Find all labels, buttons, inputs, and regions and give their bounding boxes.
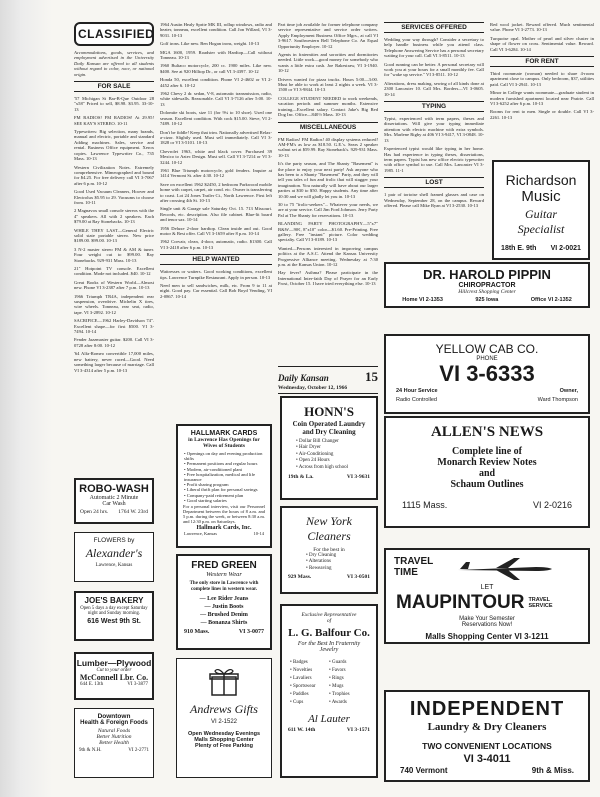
classified-ad: 30 to 75 "frolic-seekers"... Whatever your needs, we are at your service. Call Jim Ford Johnson. Jerry Party Pal at The Shanty for reservations. 10-13	[278, 201, 378, 218]
lost-list	[384, 192, 484, 208]
lumber-sub: Cut to your order	[96, 668, 132, 673]
issue-date: Wednesday, October 12, 1966	[278, 385, 348, 391]
fredgreen-product: — Justin Boots	[204, 604, 244, 611]
alexanders-city: Lawrence, Kansas	[95, 563, 133, 568]
balfour-product: • Rings	[329, 675, 368, 683]
allens-line1: Complete line of	[452, 446, 522, 457]
classified-ad: Typewriters: Big selection, many brands, manual and electric, portable and standard Adding machines. Sales, service and rental. Business Office equipment. Xerox copies. Lawrence Typewriter Co., 735 Mass. 10-13	[74, 129, 154, 162]
classified-ad: Agents in fraternities and sororities and dormitories needed. Little work—good money for somebody who wants a little extra cash. Joe Rakestraw, VI 3-1940. 10-12	[278, 52, 378, 74]
yellow-cab-phone: VI 3-6333	[439, 361, 535, 386]
richardson-music: Music	[521, 188, 561, 205]
honns-ad	[280, 396, 378, 500]
andrews-gifts-ad	[176, 658, 272, 778]
column-4	[384, 22, 484, 258]
classified-ad: Typist, experienced with term papers, theses and dissertations. Will give your typing immediate attention with electric machine with extra symbols. Mrs. Marlene Rigby at 406 VI 3-9417, VI 3-0848. 10-13	[384, 116, 484, 143]
classified-ad: Western Civilization Notes. Extremely comprehensive. Mimeographed and bound for $4.25. For free delivery call VI 3-7067 after 6 p.m. 10-12	[74, 164, 154, 186]
honns-feature: • Dollar Bill Changer	[296, 439, 376, 445]
help-wanted-list-continued	[278, 22, 378, 118]
balfour-name: L. G. Balfour Co.	[288, 627, 370, 639]
for-rent-list	[490, 71, 594, 120]
services-heading: SERVICES OFFERED	[384, 22, 484, 33]
classified-ad: BLANDING PARTY PHOTOGRAPHY—5"x7" B&W—90¢, 8"x10" color—$1.60. Pre-Printing. Free gallery. Free "instant" picture. Color wedding specialty. Call VI 3-0189. 10-13	[278, 221, 378, 243]
downtown-title: Downtown	[97, 713, 131, 720]
lost-heading: LOST	[384, 177, 484, 188]
balfour-product: • Paddles	[290, 691, 329, 699]
downtown-sub: Health & Foreign Foods	[80, 720, 148, 726]
classified-masthead: CLASSIFIED	[74, 22, 154, 46]
column-2	[160, 22, 272, 418]
richardson-name: Richardson	[505, 172, 577, 188]
hallmark-benefit: • Liberal thrift plan for personal savings	[184, 487, 270, 492]
allens-line2: Monarch Review Notes	[437, 457, 537, 468]
balfour-product: • Trophies	[329, 691, 368, 699]
balfour-product: • Sportswear	[290, 683, 329, 691]
downtown-foods-ad	[74, 708, 154, 778]
classified-ad: Waitresses or waiters. Good working conditions, excellent tips. Lawrence Turnpike Restaurant. Apply in person. 10-13	[160, 269, 272, 280]
fredgreen-intro: The only store in Lawrence with complete lines in western wear.	[189, 581, 259, 592]
hallmark-benefits-list	[178, 451, 270, 503]
classified-ad: Hay fever? Asthma? Please participate in the International Inter-faith Day of Prayer for an Early Frost, October 15. I have tried everything else. 10-13	[278, 270, 378, 287]
downtown-line1: Natural Foods	[97, 728, 131, 734]
hallmark-benefit: • Permanent positions and regular hours	[184, 461, 270, 466]
honns-address: 19th & La.	[288, 474, 314, 481]
pippin-location: Hillcrest Shopping Center	[458, 289, 516, 295]
independent-ad	[384, 690, 590, 782]
honns-features	[282, 439, 376, 471]
maupin-time: TIME	[394, 567, 418, 578]
yellow-cab-radio: Radio Controlled	[396, 397, 437, 403]
new-york-cleaners-ad	[280, 506, 378, 594]
classified-ad: 1961 Blue Triumph motorcycle, gold fenders. Inquire at 1414 Vermont St. after 4:30. 10-12	[160, 167, 272, 179]
maupin-line1: Make Your Semester	[459, 616, 515, 622]
newyork-title-2: Cleaners	[307, 529, 351, 543]
classified-ad: Good running can be better. A personal secretary will work you at your hours for a small monthly fee. Call for "wake up service." VI 3-8511. 10-12	[384, 61, 484, 78]
for-sale-list	[74, 96, 154, 373]
allens-phone: VI 2-0216	[532, 500, 572, 510]
honns-sub: Coin Operated Laundry and Dry Cleaning	[292, 420, 366, 436]
balfour-ad	[280, 604, 378, 778]
classified-ad: Honda 50, excellent condition. Phone VI 2-4602 or VI 2-4452 after 6. 10-12	[160, 77, 272, 88]
andrews-line1: Open Wednesday Evenings	[187, 731, 261, 737]
yellow-cab-owner: Ward Thompson	[537, 397, 578, 403]
classified-ad: FM RADIOS! FM RADIOS! At 29.95! SEE KAY'S STEREO. 10-11	[74, 115, 154, 126]
classified-ad: WHILE THEY LAST—General Electric solid state portable stereo. New price $189.00. $99.00. 10-13	[74, 227, 154, 244]
fredgreen-product: — Lee Rider Jeans	[199, 596, 249, 603]
lumber-title: Lumber—Plywood	[76, 658, 152, 668]
robowash-title: ROBO-WASH	[79, 483, 149, 495]
classified-ad: Alterations, dress making, sewing of all kinds done at 2300 Lancaster 10. Call Mrs. Borders—VI 3-0605. 10-14	[384, 80, 484, 97]
misc-list	[278, 137, 378, 287]
typing-list	[384, 116, 484, 173]
andrews-name: Andrews Gifts	[190, 702, 258, 716]
page-number: 15	[365, 369, 378, 384]
robowash-hours: Open 24 hrs.	[80, 509, 109, 515]
richardson-address: 18th E. 9th	[501, 245, 537, 252]
airplane-icon	[456, 556, 556, 582]
pippin-ad	[384, 262, 590, 308]
hallmark-company: Hallmark Cards, Inc.	[196, 525, 252, 532]
balfour-product: • Badges	[290, 659, 329, 667]
hallmark-title: HALLMARK CARDS	[190, 430, 258, 437]
classified-ad: MGA 1600, 1959. Roadster with Hardtop—Call without Tonneau. 10-13	[160, 49, 272, 61]
honns-feature: • Open 24 Hours	[296, 458, 376, 464]
balfour-product: • Novelties	[290, 667, 329, 675]
classified-ad: Experienced typist would like typing in her home. Has had experience in typing theses, dissertations, term papers. Typist has new office electric typewriter with office symbol to use. Call Mrs. Lancaster VI 3-1985. 11-1	[384, 146, 484, 173]
newyork-phone: VI 3-0501	[346, 574, 370, 581]
robowash-ad	[74, 478, 154, 524]
classified-intro: Accommodations, goods, services, and employment advertised in the University Daily Kansan are offered to all students without regard to color, race, or national origin.	[74, 50, 154, 77]
issue-header	[278, 366, 378, 394]
allens-line4: Schaum Outlines	[450, 479, 524, 490]
services-list	[384, 37, 484, 97]
newyork-lead: For the best in	[313, 547, 345, 553]
honns-title: HONN'S	[304, 404, 354, 419]
richardson-phone: VI 2-0021	[550, 245, 581, 252]
downtown-phone: VI 2-2771	[128, 748, 149, 753]
independent-address-2: 9th & Miss.	[531, 766, 574, 775]
maupintour-ad	[384, 548, 590, 644]
fredgreen-phone: VI 3-0077	[238, 629, 264, 636]
downtown-line3: Better Health	[99, 740, 129, 746]
balfour-product: • Guards	[329, 659, 368, 667]
newyork-service: • Alterations	[306, 559, 376, 565]
page-binding-shadow	[0, 0, 52, 797]
balfour-product: • Mugs	[329, 683, 368, 691]
fredgreen-address: 910 Mass.	[184, 629, 210, 636]
column-1	[74, 22, 154, 472]
classified-ad: Minor in College wants roommate—graduate student in modern furnished apartment located near Prairie. Call VI 3-6252 after 6 p.m. 10-13	[490, 90, 594, 107]
balfour-of: of	[326, 618, 332, 624]
gift-box-icon	[208, 667, 240, 697]
classified-ad: SACRIFICE—1962 Harley-Davidson 74". Excellent shape—for first $500. VI 3-7494. 10-14	[74, 318, 154, 335]
paper-name: Daily Kansan	[278, 373, 329, 383]
alexanders-ad	[74, 532, 154, 582]
independent-address-1: 740 Vermont	[400, 766, 448, 775]
classified-ad: 1960 Bultaco motorcycle, 200 cc. 1900 miles. Like new. $400. See at 920 Hilltop Dr., or call VI 3-4397. 10-12	[160, 63, 272, 74]
andrews-phone: VI 2-1522	[210, 719, 238, 725]
classified-ad: Part time job available for former telephone company service representative and service order writers. Apply Employment Business Office Mgrs., at call VI 3-9617. Southwestern Bell Telephone Co. An Equal Opportunity Employer. 10-12	[278, 22, 378, 49]
balfour-product: • Favors	[329, 667, 368, 675]
column-5	[490, 22, 594, 156]
for-sale-list-continued	[160, 22, 272, 250]
newyork-title-1: New York	[306, 514, 352, 528]
balfour-products	[282, 659, 376, 707]
balfour-product: • Cups	[290, 699, 329, 707]
classified-ad: 3 N-2 master stereo FM & AM & tuner. Four weight cut to $99.00. Ray Stonebacks. 929-931 Mass. 10-13	[74, 246, 154, 263]
honns-feature: • Across from high school	[296, 465, 376, 471]
joes-bakery-ad	[74, 591, 154, 641]
balfour-phone: VI 3-1571	[346, 727, 370, 733]
classified-ad: Chevrolet 1963, white and black cover. Purchased 39 Mexico to Aztec Design. Must sell. Call VI 3-7214 or VI 3-3244. 10-12	[160, 148, 272, 165]
classified-ad: Need men to sell sandwiches, milk, etc. From 9 to 11 at night. Good pay. Car essential. Call Bob Boyd Vending, VI 2-0867. 10-14	[160, 283, 272, 299]
newyork-services	[282, 553, 376, 572]
yellow-cab-phone-label: PHONE	[476, 356, 498, 362]
classified-ad: 1962 Corvair, clean, 4-door, automatic, radio. $1300. Call VI 3-2418 after 6 p.m. 10-13	[160, 239, 272, 250]
classified-ad: Great Books of Western World—Almost new. Phone VI 3-2387 after 7 p.m. 10-13	[74, 279, 154, 291]
classified-ad: '57 Michigan St Bar-B-Que Outdoor 28 "x58" Priced to sell, $8.98. $3.95. 33-10-13	[74, 96, 154, 112]
for-sale-heading: FOR SALE	[74, 81, 154, 92]
classified-ad: Single unit & Garage sale Saturday Oct. 15. 713 Missouri. Records, etc. description. Also file cabinet. Blue-lit board and tenor sax. 10-14	[160, 206, 272, 223]
richardson-guitar: Guitar	[524, 207, 557, 221]
yellow-cab-owner-label: Owner,	[559, 388, 578, 394]
for-rent-heading: FOR RENT	[490, 56, 594, 67]
classified-ad: 1956 Deluxe 2-door hardtop. Clean inside and out. Good motor & Best offer. Call VI 3-1659 after 8 p.m. 10-14	[160, 225, 272, 236]
classified-ad: 1966 Triumph TR4A, independent rear suspension, overdrive. Michelin X tires, wire wheels. Tonneau, rear seat, radio, tape. VI 3-2892. 10-12	[74, 293, 154, 315]
misc-heading: MISCELLANEOUS	[278, 122, 378, 133]
yellow-cab-service: 24 Hour Service	[396, 388, 438, 394]
maupin-travel: TRAVEL	[394, 556, 434, 567]
newyork-service: • Reweaving	[306, 566, 376, 572]
lumber-address: 644 E. 13th	[80, 682, 104, 687]
lumber-company: McConnell Lbr. Co.	[79, 673, 149, 682]
maupin-let: LET	[480, 584, 494, 591]
classified-ad: '64 Alfa-Romeo convertible 17,000 miles, new battery, never raced—Good. Need something larger because of marriage. Call VI 3-4314 after 5 p.m. 10-13	[74, 351, 154, 373]
independent-title: INDEPENDENT	[409, 698, 565, 720]
fredgreen-product: — Bonanza Shirts	[200, 620, 248, 627]
hallmark-code: 10-14	[253, 531, 264, 537]
allens-address: 1115 Mass.	[402, 500, 448, 510]
classified-ad: Red wool jacket. Reward offered. Much sentimental value. Phone VI 3-2773. 10-13	[490, 22, 594, 33]
robowash-address: 1764 W. 23rd	[118, 509, 148, 515]
hallmark-benefit: • Openings on day and evening production shifts	[184, 451, 270, 461]
yellow-cab-name: YELLOW CAB CO.	[435, 342, 539, 356]
fredgreen-title: FRED GREEN	[191, 560, 257, 571]
fredgreen-sub: Western Wear	[206, 571, 242, 578]
classified-ad: Turquoise opal. Mother of pearl and silver cluster in shape of flower on cross. Sentimental value. Reward. Call VI 3-6284. 10-14	[490, 35, 594, 52]
allens-line3: and	[478, 468, 496, 479]
classified-ad: It's the party season, and The Shanty "Basement" is the place to enjoy your next party! Ask anyone who has been to a Shanty "Basement" Party, and they will tell you tales of fun and frolic that will stagger your imagination. You naturally will have about our larger parties at $30 to $50. Happy students. Any time after 10:30 and we will gladly let you in. 10-13	[278, 161, 378, 199]
hallmark-benefit: • Profit sharing program	[184, 482, 270, 487]
classified-ad: 2 Magnavox small console stereos with the 4" speakers. All with 2 speakers. Each $79.00 at Ray Stonebacks. 10-13	[74, 208, 154, 225]
robowash-line1: Automatic 2 Minute	[89, 495, 139, 501]
classified-ad: 21" Hotpoint TV console. Excellent condition. Mode not included. $40. 10-12	[74, 266, 154, 277]
newyork-service: • Dry Cleaning	[306, 553, 376, 559]
independent-locations: TWO CONVENIENT LOCATIONS	[422, 741, 552, 751]
classified-ad: FM Radios! FM Radios! 40 display systems reduced! AM-FM's as low as $18.50. G.E.'s. Sears 2 speaker walnut set at $59.99. Ray Stoneback's. 929-931 Mass. 10-13	[278, 136, 378, 158]
balfour-sub: For the Best In Fraternity Jewelry	[297, 641, 361, 653]
classified-ad: Rooms for rent to men. Single or double. Call VI 3-2261. 10-13	[490, 109, 594, 120]
hallmark-benefit: • Free hospitalization, medical and life insurance	[184, 472, 270, 482]
honns-phone: VI 3-9631	[346, 474, 370, 481]
maupin-name: MAUPINTOUR	[396, 592, 525, 613]
lumber-phone: VI 3-3877	[127, 682, 148, 687]
yellow-cab-ad	[384, 334, 590, 414]
hallmark-intro: in Lawrence Has Openings for Wives of Students	[188, 437, 260, 449]
alexanders-pre: FLOWERS by	[93, 537, 135, 544]
classified-ad: Drivers wanted for pizza trucks. Hours 5:00—3:00. Must be able to work at least 2 nights a week. VI 3-1500 or VI 3-9844. 10-13	[278, 76, 378, 93]
maupin-line2: Reservations Now!	[461, 622, 513, 628]
classified-ad: COLLEGE STUDENT NEEDED to work weekends, vacation periods and summer months. Extensive training—Excellent salary. Contact Jake's Big Red Dog Inc. Office—840½ Mass. 10-13	[278, 95, 378, 118]
joes-hours: Open 5 days a day except Saturday night and Sunday morning.	[80, 606, 148, 617]
hallmark-city: Lawrence, Kansas	[184, 531, 217, 537]
fred-green-ad	[176, 554, 272, 650]
classified-ad: Third roommate (woman) needed to share 4-room apartment close to campus. Only bedroom, $37, utilities paid. Call VI 3-2941. 10-13	[490, 71, 594, 87]
allens-news-ad	[384, 416, 590, 528]
classified-ad: Save on excellent 1962 $2450, 2 bedroom Parkwood mobile home with carpet, carpet, air cond. etc. Owner is transferring to coast. Lot 24 Jones Trailer Ct., North Lawrence. First left after crossing 4th St. 10-13	[160, 181, 272, 203]
classified-ad: 1962 Chevy 2 dr. sedan, V-8, automatic transmission, radio, white sidewalls. Reasonable. Call VI 3-7126 after 5:00. 10-13	[160, 91, 272, 107]
independent-phone: VI 3-4011	[463, 753, 511, 765]
newyork-address: 929 Mass.	[288, 574, 312, 581]
help-wanted-heading: HELP WANTED	[160, 254, 272, 265]
joes-address: 616 West 9th St.	[87, 617, 141, 625]
typing-heading: TYPING	[384, 101, 484, 112]
independent-sub: Laundry & Dry Cleaners	[427, 721, 547, 733]
hallmark-apply: For a personal interview, visit our Personnel Department between the hours of 8 a.m. and 5 p.m. during the week, or between 8:30 a.m. and 12:30 p.m. on Saturdays.	[183, 504, 265, 525]
pippin-home-phone: Home VI 2-1353	[402, 297, 443, 303]
classified-ad: Wedding your way through? Consider a secretary to help handle business while you attend class. Telephone Answering Service has a personal secretary waiting for your call. Call VI 3-8511. 10-13	[384, 37, 484, 59]
andrews-line2: Malls Shopping Center	[194, 737, 254, 743]
maupin-contact: Malls Shopping Center VI 3-1211	[425, 632, 549, 641]
balfour-product: • Awards	[329, 699, 368, 707]
downtown-line2: Better Nutrition	[96, 734, 132, 740]
allens-title: ALLEN'S NEWS	[430, 424, 544, 440]
pippin-name: DR. HAROLD PIPPIN	[423, 267, 551, 282]
richardson-music-ad	[492, 160, 590, 260]
lost-list-continued	[490, 22, 594, 52]
alexanders-name: Alexander's	[85, 546, 143, 560]
balfour-address: 611 W. 14th	[288, 727, 316, 733]
classified-ad: Good Used Vacuum Cleaners, Hoover and Electrolux $5.95 to 29. Vacuums to choose from. 10-11	[74, 189, 154, 205]
balfour-rep: Al Lauter	[308, 713, 350, 725]
help-wanted-list	[160, 269, 272, 299]
andrews-line3: Plenty of Free Parking	[194, 743, 254, 749]
column-3	[278, 22, 378, 360]
classified-ad: 1964 Austin Healy Sprite MK III, rollup windows, radio and heater, tonneau, excellent condition. Call Jon Willard, VI 3-9031. 10-13	[160, 22, 272, 38]
balfour-pre: Exclusive Representative	[301, 612, 357, 618]
robowash-line2: Car Wash	[102, 501, 126, 507]
lumber-ad	[74, 652, 154, 700]
hallmark-benefit: • Modern, air-conditioned plant	[184, 467, 270, 472]
classified-ad: 1 pair of tortoise shell framed glasses and case on Wednesday, September 28, on the campus. Reward offered. Please call Mike Ryan at VI 3-2530. 10-13	[384, 192, 484, 208]
honns-feature: • Hair Dryer	[296, 445, 376, 451]
joes-name: JOE'S BAKERY	[84, 596, 144, 605]
maupin-service: TRAVEL SERVICE	[528, 597, 553, 609]
hallmark-ad	[176, 424, 272, 548]
classified-ad: Fender Jazzmaster guitar. $200. Call VI 3-0728 after 8:00. 10-12	[74, 337, 154, 348]
richardson-specialist: Specialist	[517, 222, 565, 236]
honns-feature: • Air-Conditioning	[296, 452, 376, 458]
classified-ad: Dolomite ski boots, size 11 (for 9¼ to 10 shoe). Used one season. Excellent condition. With cock $15.00. Steve, VI 2-7489. 10-12	[160, 110, 272, 127]
hallmark-benefit: • Company-paid retirement plan	[184, 493, 270, 498]
hallmark-benefit: • Good starting salaries	[184, 498, 270, 503]
balfour-product: • Lavaliers	[290, 675, 329, 683]
fredgreen-product: — Brushed Denim	[200, 612, 248, 619]
pippin-title: CHIROPRACTOR	[458, 282, 516, 289]
pippin-address: 925 Iowa	[475, 297, 499, 303]
downtown-address: 9th & N.H.	[79, 748, 102, 753]
classified-ad: Wanted—Persons interested in improving campus politics at the A.S.C. Attend the Kansas University Progressive Alliance meeting. Wednesday at 7:30 p.m. at the Kansas Union. 10-12	[278, 245, 378, 268]
classified-ad: Don't be fiddle! Keep that trim. Nationally advertised Relax-a-cizor. Slightly used. Must sell immediately. Call VI 3-1828 or VI 3-5101. 10-13	[160, 129, 272, 146]
fredgreen-products	[178, 595, 270, 627]
classified-ad: Golf irons. Like new. Ben Hogan irons, weight. 10-13	[160, 41, 260, 47]
pippin-office-phone: Office VI 2-1352	[530, 297, 572, 303]
